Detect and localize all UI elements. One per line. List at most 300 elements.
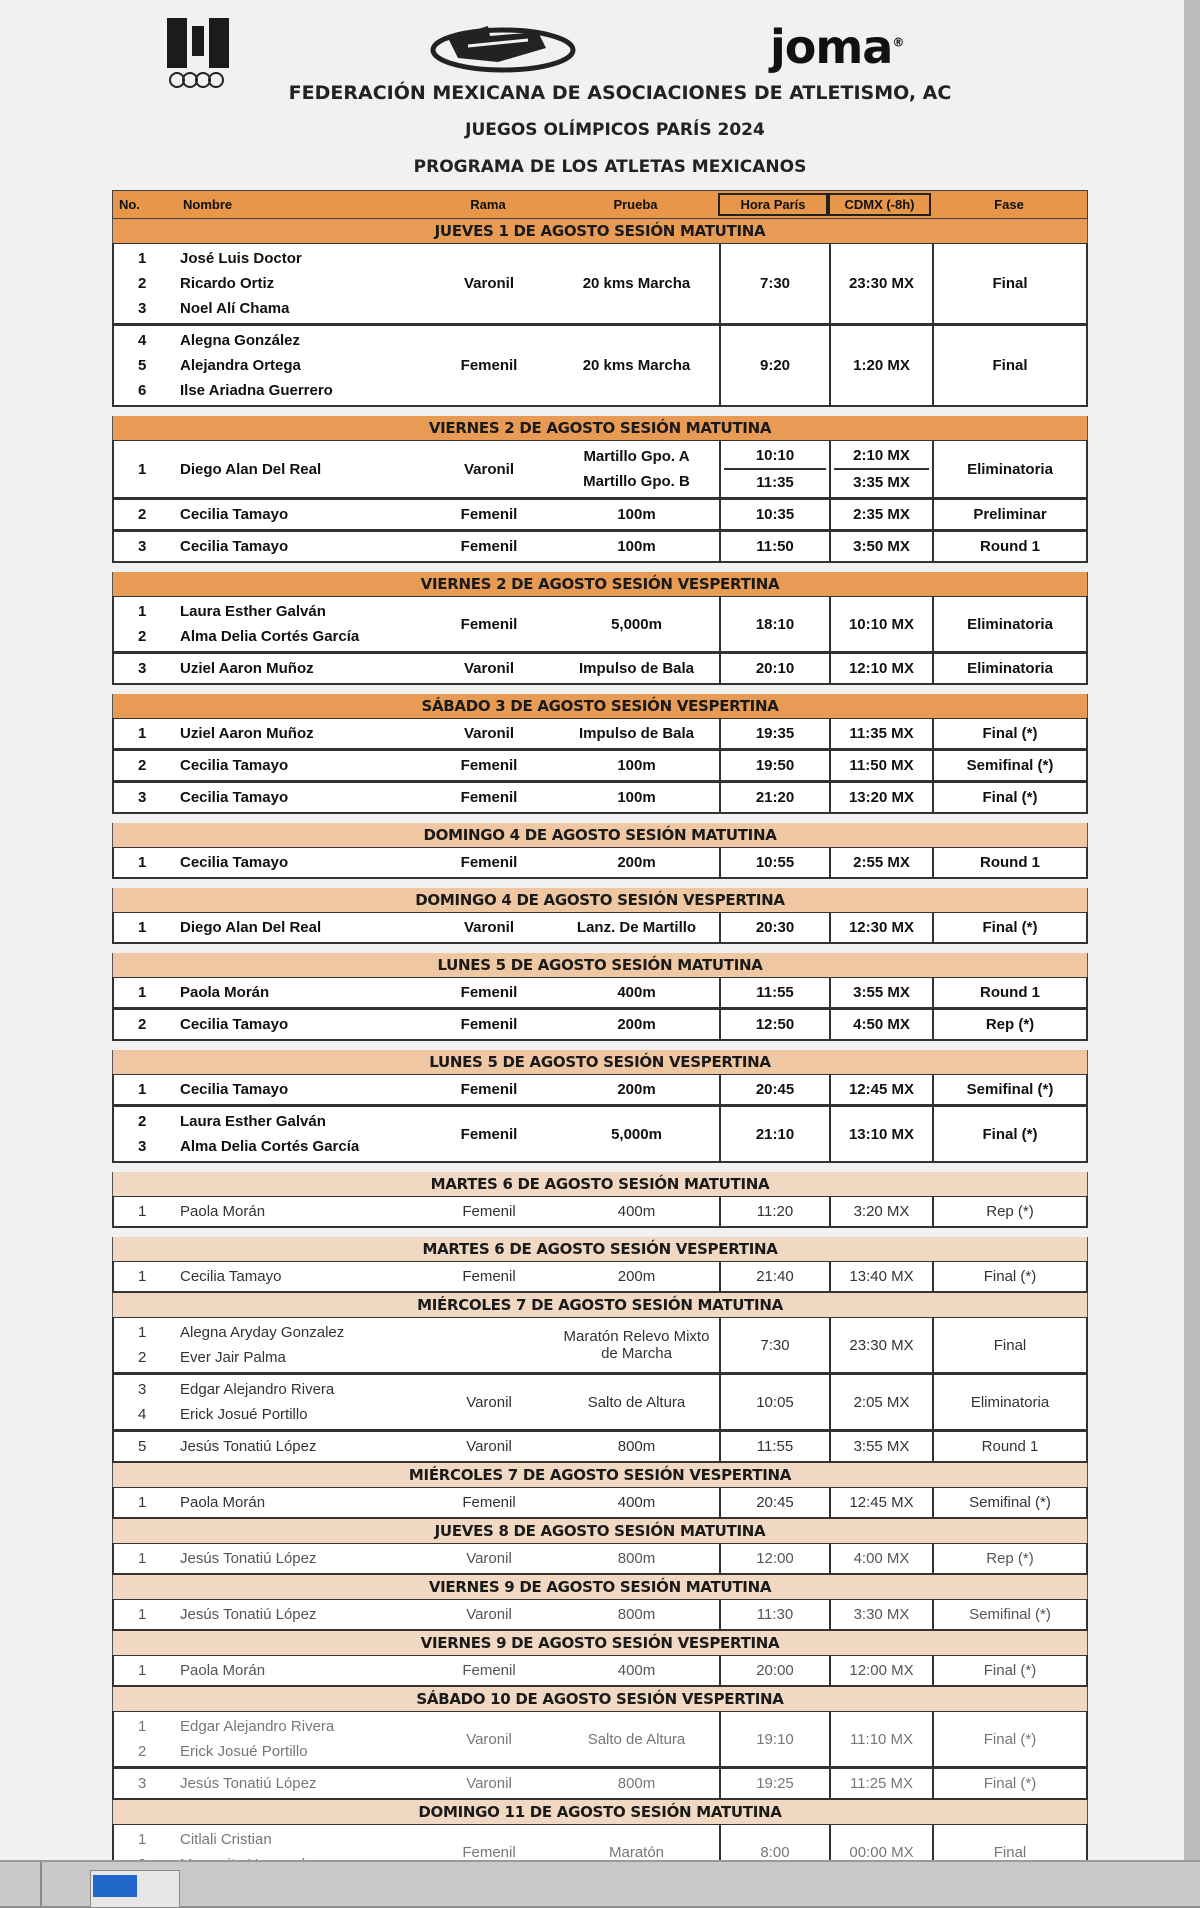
session: [112, 1050, 1088, 1163]
athlete-name: Noel Alí Chama: [180, 300, 290, 317]
prueba: 400m: [617, 984, 656, 1001]
rama: Varonil: [466, 1730, 512, 1748]
hora-cdmx: 00:00 MX: [829, 1825, 932, 1879]
session: [112, 953, 1088, 1041]
athlete-number: 1: [138, 1718, 147, 1735]
hora-paris: 11:55: [719, 1432, 829, 1461]
hora-cdmx: 12:30 MX: [829, 913, 932, 942]
athlete-name: Edgar Alejandro Rivera: [180, 1718, 335, 1735]
athletes-cell: [114, 1600, 554, 1629]
athletes-cell: [114, 1075, 554, 1104]
rama: Femenil: [460, 538, 518, 555]
session: [112, 694, 1088, 814]
hora-cdmx-value: 2:10 MX: [853, 447, 910, 464]
rama: Varonil: [466, 1393, 512, 1411]
session: [112, 1687, 1088, 1800]
prueba: 200m: [617, 1016, 656, 1033]
hora-cdmx: 4:50 MX: [829, 1010, 932, 1039]
fase: Rep (*): [932, 1197, 1086, 1226]
athlete-number: 1: [138, 1268, 147, 1285]
athlete-numbers: [114, 1434, 174, 1459]
hora-paris: 12:00: [719, 1544, 829, 1573]
athlete-names: [174, 1602, 424, 1627]
athlete-name: Ilse Ariadna Guerrero: [180, 382, 333, 399]
hora-paris: 9:20: [719, 326, 829, 405]
hora-paris: 19:50: [719, 751, 829, 780]
prueba: 5,000m: [611, 615, 662, 633]
session-title: VIERNES 9 DE AGOSTO SESIÓN VESPERTINA: [112, 1631, 1088, 1655]
table-row: [112, 1106, 1088, 1163]
rama: Femenil: [460, 1125, 518, 1143]
rama: Femenil: [460, 1016, 518, 1033]
athlete-numbers: [114, 850, 174, 875]
prueba-value: Martillo Gpo. A: [583, 448, 690, 465]
athletes-cell: [114, 1544, 554, 1573]
prueba: Impulso de Bala: [578, 660, 695, 677]
athlete-numbers: [114, 328, 174, 403]
athlete-number: 2: [138, 628, 147, 645]
hora-cdmx: 23:30 MX: [829, 244, 932, 323]
athletes-cell: [114, 848, 554, 877]
fase: Round 1: [932, 978, 1086, 1007]
rama: Femenil: [460, 357, 518, 374]
athlete-name: Alejandra Ortega: [180, 357, 301, 374]
hora-cdmx: 3:55 MX: [829, 978, 932, 1007]
rama: Varonil: [463, 460, 515, 478]
table-row: [112, 243, 1088, 325]
session-title: DOMINGO 11 DE AGOSTO SESIÓN MATUTINA: [112, 1800, 1088, 1824]
col-no: No.: [119, 197, 140, 212]
athlete-number: 2: [138, 1743, 147, 1760]
session-title: LUNES 5 DE AGOSTO SESIÓN MATUTINA: [112, 953, 1088, 977]
prueba: 800m: [617, 1438, 656, 1455]
athlete-numbers: [114, 1077, 174, 1102]
athlete-numbers: [114, 1714, 174, 1764]
athlete-number: 5: [138, 357, 147, 374]
hora-paris: 20:00: [719, 1656, 829, 1685]
athletes-cell: [114, 1769, 554, 1798]
athlete-name: Jesús Tonatiú López: [180, 1438, 317, 1455]
col-prueba: Prueba: [613, 197, 658, 212]
fase: Eliminatoria: [932, 654, 1086, 683]
fase: Preliminar: [932, 500, 1086, 529]
rama: Varonil: [466, 1438, 512, 1455]
session: [112, 888, 1088, 944]
document-header: [0, 0, 1200, 195]
athlete-name: Alma Delia Cortés García: [180, 628, 360, 645]
athlete-number: 1: [138, 1324, 147, 1341]
athlete-number: 2: [138, 1349, 147, 1366]
athlete-numbers: [114, 246, 174, 321]
table-row: [112, 847, 1088, 879]
hora-paris: 20:45: [719, 1075, 829, 1104]
program-table: [112, 190, 1088, 1901]
athlete-number: 4: [138, 1406, 147, 1423]
hora-cdmx: 2:55 MX: [829, 848, 932, 877]
hora-cdmx: 2:05 MX: [829, 1375, 932, 1429]
hora-cdmx: 13:10 MX: [829, 1107, 932, 1161]
hora-paris: 20:45: [719, 1488, 829, 1517]
athletes-cell: [114, 532, 554, 561]
athlete-number: 1: [138, 603, 147, 620]
prueba: 800m: [617, 1550, 656, 1567]
rama: Varonil: [463, 725, 515, 742]
athlete-names: [174, 534, 424, 559]
athlete-names: [174, 1546, 424, 1571]
prueba: Salto de Altura: [587, 1393, 686, 1411]
event-title: JUEGOS OLÍMPICOS PARÍS 2024: [465, 120, 765, 140]
athlete-name: Erick Josué Portillo: [180, 1743, 308, 1760]
table-row: [112, 977, 1088, 1009]
taskbar-app-button[interactable]: [90, 1870, 180, 1908]
athlete-number: 1: [138, 1831, 147, 1848]
athlete-numbers: [114, 980, 174, 1005]
athlete-name: Cecilia Tamayo: [180, 1081, 289, 1098]
table-row: [112, 1768, 1088, 1800]
rama: Varonil: [463, 660, 515, 677]
athletes-cell: [114, 1197, 554, 1226]
rama: Femenil: [460, 757, 518, 774]
athlete-number: 3: [138, 1138, 147, 1155]
table-row: [112, 1711, 1088, 1768]
table-row: [112, 1543, 1088, 1575]
prueba: 400m: [617, 1494, 656, 1511]
hora-cdmx: 4:00 MX: [829, 1544, 932, 1573]
session-title: VIERNES 9 DE AGOSTO SESIÓN MATUTINA: [112, 1575, 1088, 1599]
athlete-name: Cecilia Tamayo: [180, 757, 289, 774]
session: [112, 1631, 1088, 1687]
prueba: 400m: [617, 1203, 656, 1220]
athlete-names: [174, 457, 424, 482]
athlete-number: 2: [138, 757, 147, 774]
fase: Rep (*): [932, 1544, 1086, 1573]
athlete-numbers: [114, 502, 174, 527]
athlete-names: [174, 1077, 424, 1102]
rama: Femenil: [460, 854, 518, 871]
athlete-number: 1: [138, 725, 147, 742]
table-row: [112, 440, 1088, 499]
athlete-names: [174, 753, 424, 778]
federation-title: FEDERACIÓN MEXICANA DE ASOCIACIONES DE ATLETISMO, AC: [288, 82, 952, 104]
hora-cdmx: 11:50 MX: [829, 751, 932, 780]
hora-paris: 19:25: [719, 1769, 829, 1798]
hora-cdmx: 3:50 MX: [829, 532, 932, 561]
athlete-names: [174, 850, 424, 875]
hora-paris: 7:30: [719, 1318, 829, 1372]
athlete-names: [174, 656, 424, 681]
athlete-number: 3: [138, 1775, 147, 1792]
hora-paris: 18:10: [719, 597, 829, 651]
col-fase: Fase: [994, 197, 1024, 212]
session: [112, 823, 1088, 879]
hora-cdmx: 13:40 MX: [829, 1262, 932, 1291]
hora-paris: 20:10: [719, 654, 829, 683]
athletes-cell: [114, 1712, 554, 1766]
session: [112, 1237, 1088, 1293]
session: [112, 1293, 1088, 1463]
athlete-name: Uziel Aaron Muñoz: [180, 725, 314, 742]
hora-paris: 21:10: [719, 1107, 829, 1161]
fase: Final (*): [932, 719, 1086, 748]
athlete-name: Paola Morán: [180, 1203, 266, 1220]
hora-cdmx-value: 3:35 MX: [834, 468, 929, 495]
session: [112, 416, 1088, 563]
athlete-number: 1: [138, 919, 147, 936]
prueba: 400m: [617, 1662, 656, 1679]
rama: Femenil: [460, 984, 518, 1001]
session: [112, 1172, 1088, 1228]
athlete-number: 1: [138, 984, 147, 1001]
prueba: 800m: [617, 1606, 656, 1623]
athlete-numbers: [114, 534, 174, 559]
table-row: [112, 718, 1088, 750]
fase: Semifinal (*): [932, 1488, 1086, 1517]
athlete-name: Cecilia Tamayo: [180, 1016, 289, 1033]
prueba: Impulso de Bala: [578, 725, 695, 742]
athlete-names: [174, 1490, 424, 1515]
athlete-name: Jesús Tonatiú López: [180, 1606, 317, 1623]
col-name: Nombre: [183, 197, 233, 212]
fase: Rep (*): [932, 1010, 1086, 1039]
athlete-name: Cecilia Tamayo: [180, 854, 289, 871]
session-title: MARTES 6 DE AGOSTO SESIÓN VESPERTINA: [112, 1237, 1088, 1261]
hora-paris: 12:50: [719, 1010, 829, 1039]
athletes-cell: [114, 500, 554, 529]
athlete-numbers: [114, 915, 174, 940]
table-row: [112, 1261, 1088, 1293]
hora-paris: 19:10: [719, 1712, 829, 1766]
athletes-cell: [114, 597, 554, 651]
athlete-name: Edgar Alejandro Rivera: [180, 1381, 335, 1398]
prueba: 100m: [617, 789, 656, 806]
athlete-number: 1: [138, 1662, 147, 1679]
table-row: [112, 1655, 1088, 1687]
athlete-names: [174, 246, 424, 321]
athlete-names: [174, 1771, 424, 1796]
rama: Femenil: [462, 1494, 516, 1511]
hora-paris: 11:20: [719, 1197, 829, 1226]
table-row: [112, 1374, 1088, 1431]
table-row: [112, 1009, 1088, 1041]
mexico-athletics-logo-icon: [428, 18, 578, 78]
athlete-numbers: [114, 1109, 174, 1159]
hora-cdmx: 1:20 MX: [829, 326, 932, 405]
athlete-names: [174, 721, 424, 746]
rama: Varonil: [466, 1606, 512, 1623]
athletes-cell: [114, 1488, 554, 1517]
athletes-cell: [114, 1318, 554, 1372]
table-row: [112, 1074, 1088, 1106]
athlete-name: Erick Josué Portillo: [180, 1406, 308, 1423]
program-title: PROGRAMA DE LOS ATLETAS MEXICANOS: [413, 157, 807, 177]
athlete-names: [174, 1714, 424, 1764]
athlete-numbers: [114, 1320, 174, 1370]
table-row: [112, 1599, 1088, 1631]
hora-cdmx: 3:30 MX: [829, 1600, 932, 1629]
prueba: 100m: [617, 757, 656, 774]
athlete-number: 1: [138, 1494, 147, 1511]
athlete-number: 2: [138, 1016, 147, 1033]
athletes-cell: [114, 978, 554, 1007]
athlete-name: José Luis Doctor: [180, 250, 302, 267]
app-icon: [93, 1875, 137, 1897]
prueba: 20 kms Marcha: [582, 275, 691, 292]
hora-paris: 19:35: [719, 719, 829, 748]
rama: Femenil: [462, 1843, 516, 1861]
athlete-names: [174, 502, 424, 527]
rama: Varonil: [463, 275, 515, 292]
athlete-number: 5: [138, 1438, 147, 1455]
divider: [40, 1862, 42, 1906]
hora-cdmx: 12:00 MX: [829, 1656, 932, 1685]
hora-paris: 7:30: [719, 244, 829, 323]
athlete-number: 2: [138, 1113, 147, 1130]
hora-paris-value: 11:35: [724, 468, 826, 495]
athlete-name: Uziel Aaron Muñoz: [180, 660, 314, 677]
fase: Semifinal (*): [932, 1600, 1086, 1629]
athlete-name: Jesús Tonatiú López: [180, 1775, 317, 1792]
fase: Eliminatoria: [932, 441, 1086, 497]
athlete-name: Ricardo Ortiz: [180, 275, 275, 292]
session-title: VIERNES 2 DE AGOSTO SESIÓN MATUTINA: [112, 416, 1088, 440]
athlete-numbers: [114, 1658, 174, 1683]
athlete-number: 3: [138, 789, 147, 806]
athlete-name: Paola Morán: [180, 1662, 266, 1679]
session-title: JUEVES 1 DE AGOSTO SESIÓN MATUTINA: [112, 219, 1088, 243]
athletes-cell: [114, 244, 554, 323]
athlete-names: [174, 980, 424, 1005]
athletes-cell: [114, 326, 554, 405]
athlete-numbers: [114, 1199, 174, 1224]
athlete-names: [174, 1320, 424, 1370]
hora-cdmx: 12:45 MX: [829, 1488, 932, 1517]
athlete-numbers: [114, 1490, 174, 1515]
prueba: 20 kms Marcha: [582, 357, 691, 374]
athlete-names: [174, 915, 424, 940]
hora-paris: 21:20: [719, 783, 829, 812]
athlete-name: Citlali Cristian: [180, 1831, 272, 1848]
hora-cdmx: 3:20 MX: [829, 1197, 932, 1226]
athlete-number: 3: [138, 660, 147, 677]
athlete-numbers: [114, 753, 174, 778]
session-title: MIÉRCOLES 7 DE AGOSTO SESIÓN VESPERTINA: [112, 1463, 1088, 1487]
table-row: [112, 653, 1088, 685]
rama: Femenil: [462, 1203, 516, 1220]
table-row: [112, 531, 1088, 563]
fase: Semifinal (*): [932, 1075, 1086, 1104]
fase: Final (*): [932, 1262, 1086, 1291]
athletes-cell: [114, 783, 554, 812]
hora-cdmx: 2:35 MX: [829, 500, 932, 529]
hora-paris: 10:35: [719, 500, 829, 529]
session: [112, 1575, 1088, 1631]
table-row: [112, 1196, 1088, 1228]
sessions-list: [112, 219, 1088, 1881]
hora-paris: 11:55: [719, 978, 829, 1007]
fase: Eliminatoria: [932, 1375, 1086, 1429]
table-row: [112, 782, 1088, 814]
hora-cdmx: 12:45 MX: [829, 1075, 932, 1104]
athlete-name: Alegna González: [180, 332, 301, 349]
athlete-number: 4: [138, 332, 147, 349]
session-title: MARTES 6 DE AGOSTO SESIÓN MATUTINA: [112, 1172, 1088, 1196]
athlete-numbers: [114, 1602, 174, 1627]
athlete-name: Laura Esther Galván: [180, 603, 326, 620]
fase: Final: [932, 244, 1086, 323]
session-title: DOMINGO 4 DE AGOSTO SESIÓN MATUTINA: [112, 823, 1088, 847]
page-edge: [1184, 0, 1200, 1860]
table-row: [112, 1431, 1088, 1463]
fmaa-logo-icon: [165, 16, 231, 92]
hora-paris: 21:40: [719, 1262, 829, 1291]
table-row: [112, 325, 1088, 407]
fase: Semifinal (*): [932, 751, 1086, 780]
prueba: Salto de Altura: [587, 1730, 686, 1748]
joma-logo: joma®: [770, 20, 904, 74]
session-title: DOMINGO 4 DE AGOSTO SESIÓN VESPERTINA: [112, 888, 1088, 912]
rama: Femenil: [462, 1662, 516, 1679]
session: [112, 1519, 1088, 1575]
athlete-number: 3: [138, 538, 147, 555]
athlete-number: 1: [138, 250, 147, 267]
athletes-cell: [114, 913, 554, 942]
hora-cdmx: 11:10 MX: [829, 1712, 932, 1766]
athlete-numbers: [114, 599, 174, 649]
athlete-names: [174, 1109, 424, 1159]
fase: Final (*): [932, 1769, 1086, 1798]
prueba-value: Martillo Gpo. B: [583, 473, 690, 490]
athlete-name: Diego Alan Del Real: [180, 919, 322, 936]
athlete-numbers: [114, 457, 174, 482]
hora-paris: 10:05: [719, 1375, 829, 1429]
rama: Femenil: [460, 1081, 518, 1098]
session-title: SÁBADO 3 DE AGOSTO SESIÓN VESPERTINA: [112, 694, 1088, 718]
table-row: [112, 499, 1088, 531]
hora-cdmx: 3:55 MX: [829, 1432, 932, 1461]
prueba: 5,000m: [611, 1125, 662, 1143]
athletes-cell: [114, 654, 554, 683]
athlete-number: 3: [138, 1381, 147, 1398]
fase: Final (*): [932, 1107, 1086, 1161]
col-hora-paris: Hora París: [718, 193, 828, 216]
fase: Final (*): [932, 1656, 1086, 1685]
athlete-names: [174, 1012, 424, 1037]
taskbar: [0, 1860, 1200, 1906]
table-row: [112, 596, 1088, 653]
prueba: 100m: [617, 538, 656, 555]
rama: Varonil: [466, 1550, 512, 1567]
athlete-numbers: [114, 721, 174, 746]
athlete-names: [174, 1377, 424, 1427]
athlete-number: 3: [138, 300, 147, 317]
hora-paris: 11:50: [719, 532, 829, 561]
rama: Femenil: [460, 506, 518, 523]
athlete-number: 1: [138, 1081, 147, 1098]
athlete-number: 1: [138, 1203, 147, 1220]
prueba: 200m: [617, 1081, 656, 1098]
athlete-numbers: [114, 1771, 174, 1796]
athlete-numbers: [114, 1546, 174, 1571]
fase: Final (*): [932, 783, 1086, 812]
hora-paris-value: 10:10: [755, 447, 795, 464]
athlete-number: 2: [138, 275, 147, 292]
rama: Varonil: [466, 1775, 512, 1792]
fase: Round 1: [932, 848, 1086, 877]
hora-paris: 10:55: [719, 848, 829, 877]
athlete-name: Alma Delia Cortés García: [180, 1138, 360, 1155]
athlete-names: [174, 599, 424, 649]
athletes-cell: [114, 719, 554, 748]
